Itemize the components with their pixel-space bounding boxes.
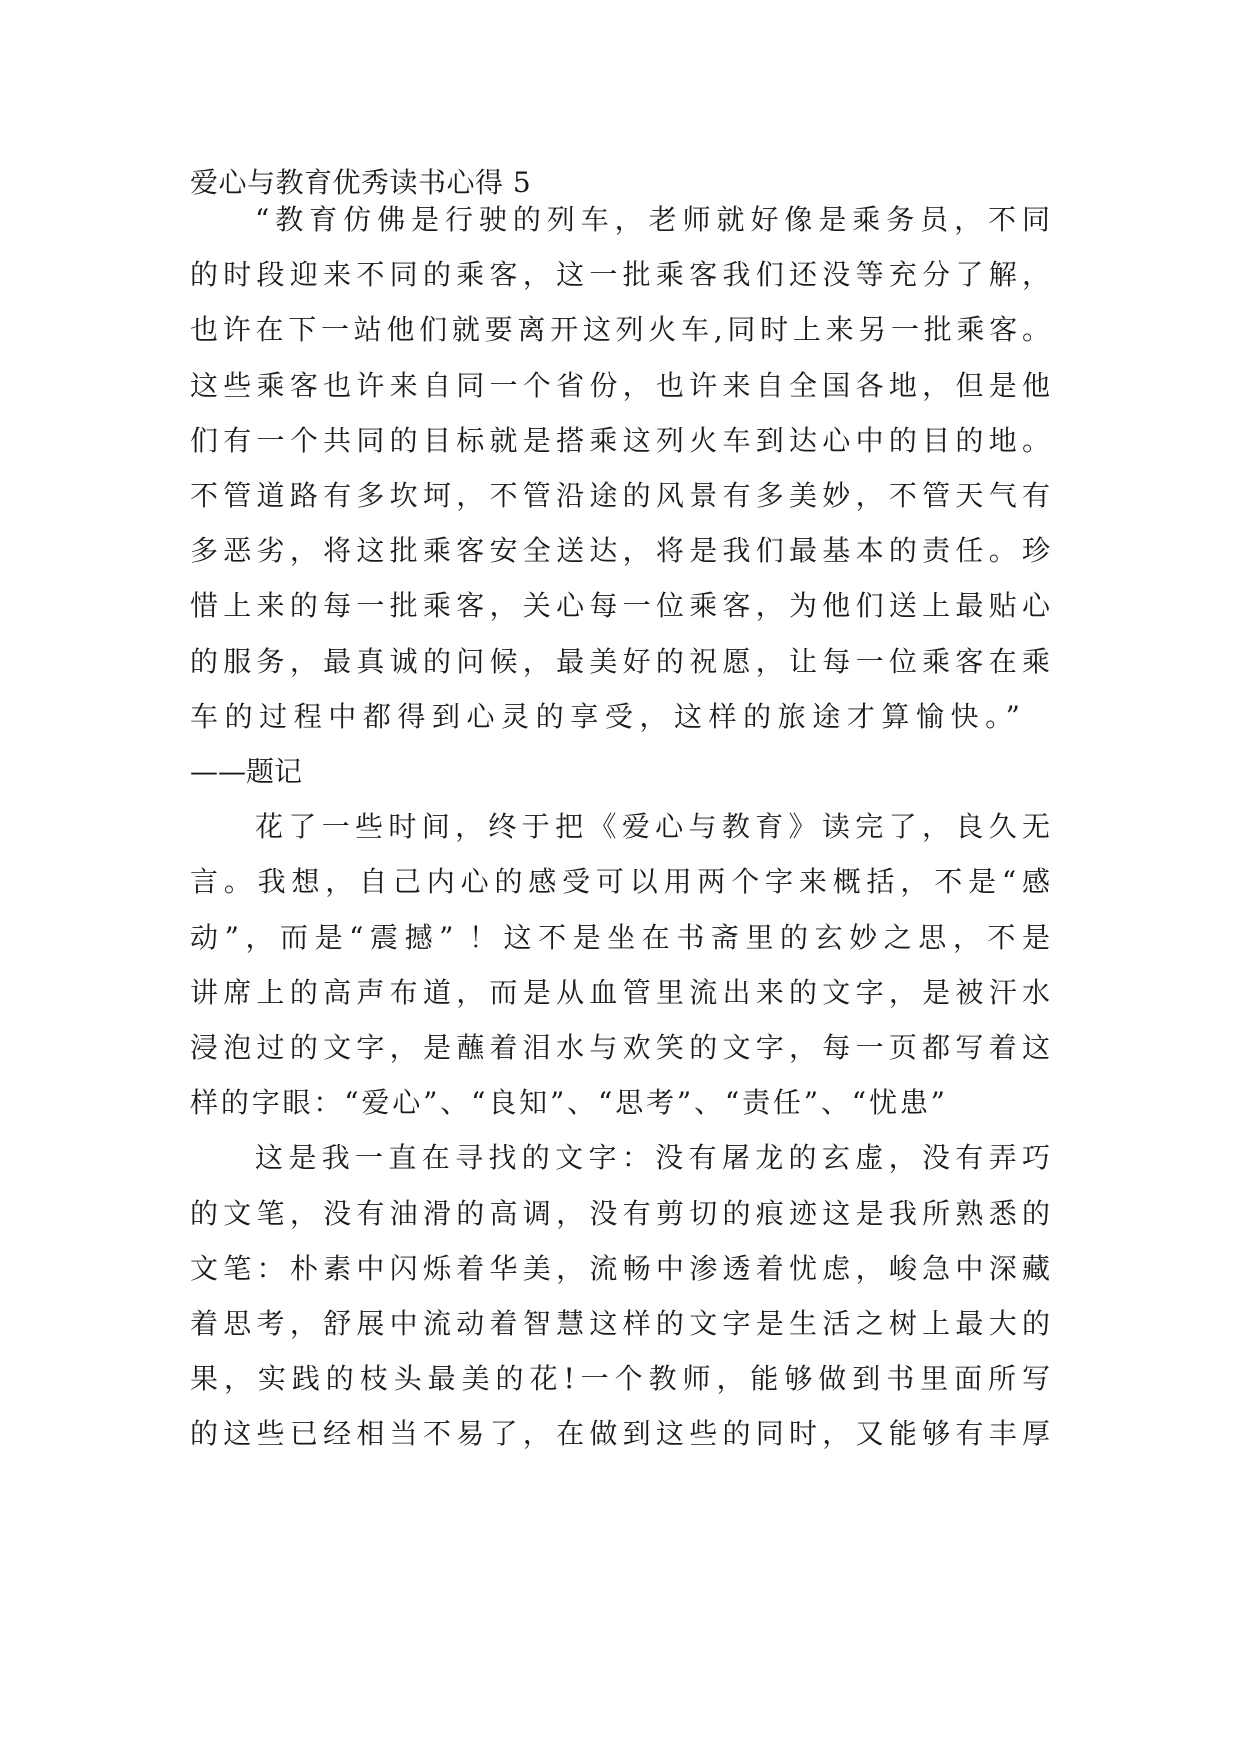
- text-line: 不管道路有多坎坷，不管沿途的风景有多美妙，不管天气有: [190, 479, 1050, 512]
- text-line: 车的过程中都得到心灵的享受，这样的旅途才算愉快。”: [190, 699, 1020, 733]
- text-line: 们有一个共同的目标就是搭乘这列火车到达心中的目的地。: [190, 423, 1050, 457]
- text-line: 样的字眼：“爱心”、“良知”、“思考”、“责任”、“忧患”: [190, 1086, 945, 1120]
- page-title: 爱心与教育优秀读书心得 5: [190, 166, 532, 199]
- text-line: 的文笔，没有油滑的高调，没有剪切的痕迹这是我所熟悉的: [190, 1196, 1050, 1230]
- text-line: 的时段迎来不同的乘客，这一批乘客我们还没等充分了解，: [190, 258, 1050, 292]
- text-line: “教育仿佛是行驶的列车，老师就好像是乘务员，不同: [255, 203, 1050, 236]
- text-line: 动”，而是“震撼” ！这不是坐在书斋里的玄妙之思，不是: [190, 920, 1050, 954]
- text-line: 言。我想，自己内心的感受可以用两个字来概括，不是“感: [190, 865, 1050, 899]
- text-line: 惜上来的每一批乘客，关心每一位乘客，为他们送上最贴心: [190, 589, 1050, 623]
- text-line: 着思考，舒展中流动着智慧这样的文字是生活之树上最大的: [190, 1307, 1050, 1340]
- text-line: 这是我一直在寻找的文字：没有屠龙的玄虚，没有弄巧: [255, 1141, 1050, 1175]
- text-line: 也许在下一站他们就要离开这列火车,同时上来另一批乘客。: [190, 313, 1050, 347]
- text-line: 多恶劣，将这批乘客安全送达，将是我们最基本的责任。珍: [190, 534, 1050, 568]
- text-line: 浸泡过的文字，是蘸着泪水与欢笑的文字，每一页都写着这: [190, 1031, 1050, 1064]
- text-line: 的服务，最真诚的问候，最美好的祝愿，让每一位乘客在乘: [190, 644, 1050, 678]
- text-line: ——题记: [190, 755, 303, 788]
- text-line: 这些乘客也许来自同一个省份，也许来自全国各地，但是他: [190, 368, 1050, 402]
- text-line: 讲席上的高声布道，而是从血管里流出来的文字，是被汗水: [190, 975, 1050, 1009]
- text-line: 的这些已经相当不易了，在做到这些的同时，又能够有丰厚: [190, 1417, 1050, 1451]
- text-line: 花了一些时间，终于把《爱心与教育》读完了，良久无: [255, 810, 1050, 844]
- text-line: 果，实践的枝头最美的花!一个教师，能够做到书里面所写: [190, 1362, 1050, 1396]
- text-line: 文笔：朴素中闪烁着华美，流畅中渗透着忧虑，峻急中深藏: [190, 1251, 1050, 1285]
